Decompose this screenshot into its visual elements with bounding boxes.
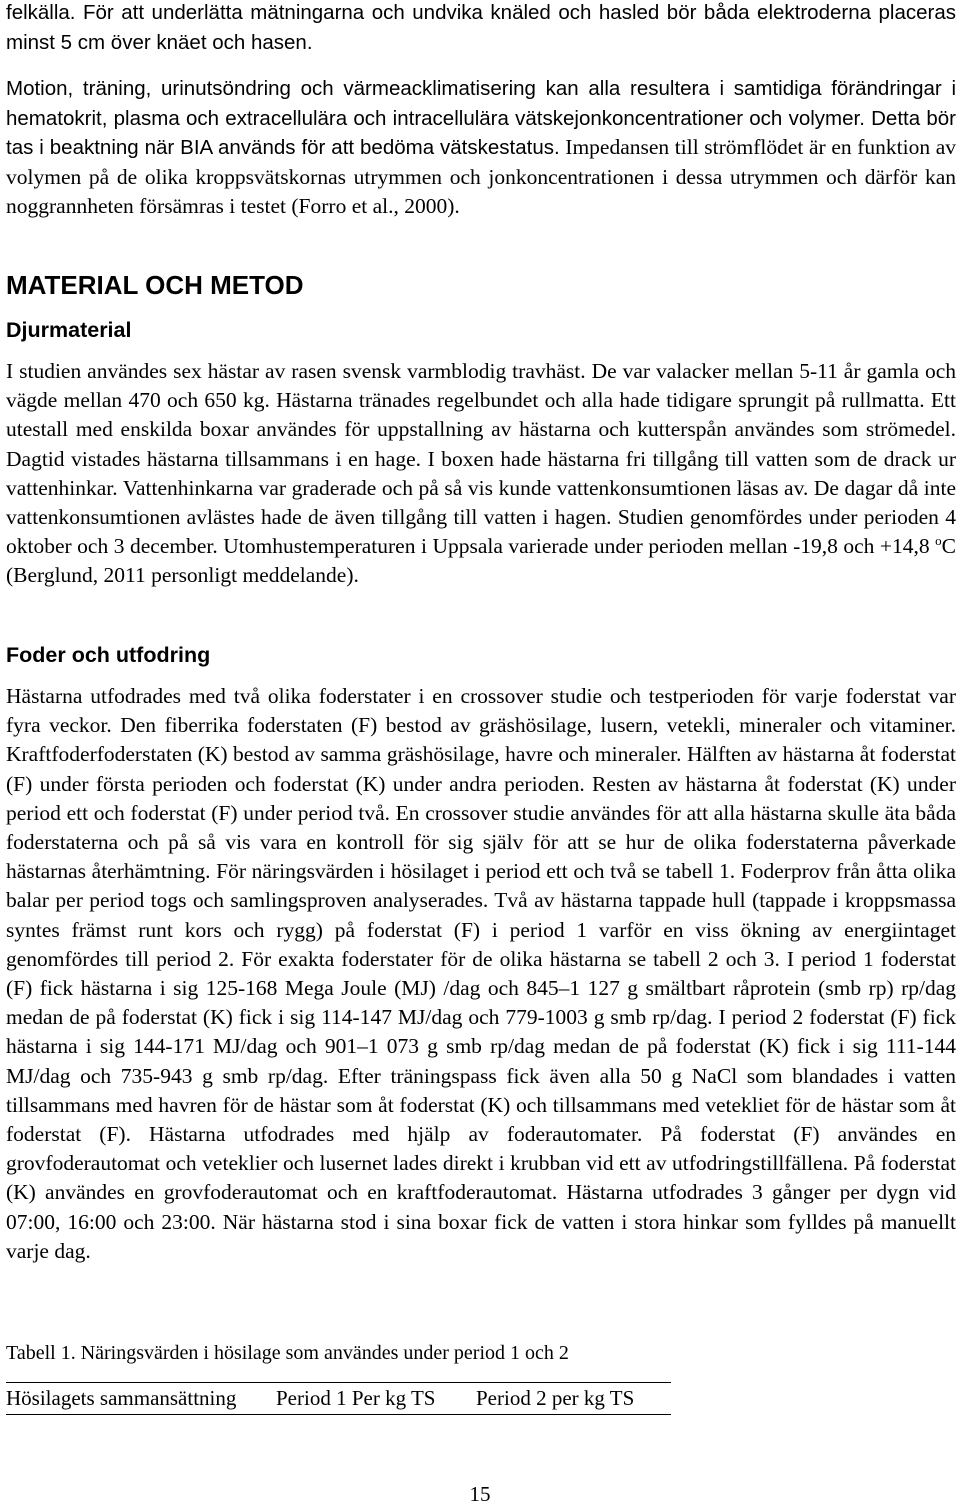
table-header-cell: Hösilagets sammansättning [6, 1383, 276, 1415]
table-header-cell: Period 1 Per kg TS [276, 1383, 476, 1415]
djurmaterial-text: I studien användes sex hästar av rasen svensk varmblodig travhäst. De var valacker mellan 5-11 år gamla och vägde mellan 470 och 650 kg. Hästarna tränades regelbundet och alla hade tidigare sprungit på rullmatta. Ett utestall med enskilda boxar användes för uppstallning av hästarna och kutterspån användes som strömedel. Dagtid vistades hästarna tillsammans i en hage. I boxen hade hästarna fri tillgång till vatten som de drack ur vattenhinkar. Vattenhinkarna var graderade och på så vis kunde vattenkonsumtionen läsas av. De dagar då inte vattenkonsumtionen avlästes hade de även tillgång till vatten i hagen. Studien genomfördes under perioden 4 oktober och 3 december. Utomhustemperaturen i Uppsala varierade under perioden mellan -19,8 och +14,8 [6, 359, 956, 559]
intro-paragraph-2-sans: Motion, träning, urinutsöndring och värmeacklimatisering kan alla resultera i samtidiga förändringar i hematokrit, plasma och extracellulära och intracellulära vätskejonkoncentrationer och volymer. Detta bör tas i beaktning när BIA används för att bedöma vätskestatus. [6, 77, 956, 159]
foder-paragraph: Hästarna utfodrades med två olika foderstater i en crossover studie och testperioden för varje foderstat var fyra veckor. Den fiberrika foderstaten (F) bestod av gräshösilage, lusern, vetekli, mineraler och vitaminer. Kraftfoderfoderstaten (K) bestod av samma gräshösilage, havre och mineraler. Hälften av hästarna åt foderstat (F) under första perioden och foderstat (K) under andra perioden. Resten av hästarna åt foderstat (K) under period ett och foderstat (F) under period två. En crossover studie användes för att alla hästarna skulle äta båda foderstaterna och på så vis vara en kontroll för sig själv för att se hur de olika foderstaterna påverkade hästarnas återhämtning. För näringsvärden i hösilaget i period ett och två se tabell 1. Foderprov från åtta olika balar per period togs och samlingsproven analyserades. Två av hästarna tappade hull (tappade i kroppsmassa syntes främst runt kors och rygg) på foderstat (F) i period 1 varför en viss ökning av energiintaget genomfördes till period 2. För exakta foderstater för de olika hästarna se tabell 2 och 3. I period 1 foderstat (F) fick hästarna i sig 125-168 Mega Joule (MJ) /dag och 845–1 127 g smältbart råprotein (smb rp) rp/dag medan de på foderstat (K) fick i sig 114-147 MJ/dag och 779-1003 g smb rp/dag. I period 2 foderstat (F) fick hästarna i sig 144-171 MJ/dag och 901–1 073 g smb rp/dag medan de på foderstat (K) fick i sig 111-144 MJ/dag och 735-943 g smb rp/dag. Efter träningspass fick även alla 50 g NaCl som blandades i vatten tillsammans med havren för de hästar som åt foderstat (K) och tillsammans med vetekliet för de hästar som åt foderstat (F). Hästarna utfodrades med hjälp av foderautomater. På foderstat (F) användes en grovfoderautomat och veteklier och lusernet lades direkt i krubban vid ett av utfodringstillfällena. På foderstat (K) användes en grovfoderautomat och en kraftfoderautomat. Hästarna utfodrades 3 gånger per dygn vid 07:00, 16:00 och 23:00. När hästarna stod i sina boxar fick de vatten i stora hinkar som fylldes på manuellt varje dag. [6, 684, 956, 1263]
degree-superscript: o [935, 533, 942, 549]
intro-paragraph-2 [6, 74, 956, 222]
djurmaterial-paragraph [6, 357, 956, 591]
nutrition-table [6, 1382, 671, 1415]
djurmaterial-heading: Djurmaterial [6, 318, 132, 342]
section-title: MATERIAL OCH METOD [6, 270, 304, 300]
page-number: 15 [469, 1482, 491, 1506]
djurmaterial-text-end: C (Berglund, 2011 personligt meddelande). [6, 534, 956, 588]
table-caption: Tabell 1. Näringsvärden i hösilage som användes under period 1 och 2 [6, 1342, 569, 1364]
foder-heading: Foder och utfodring [6, 643, 211, 667]
intro-paragraph-1: felkälla. För att underlätta mätningarna och undvika knäled och hasled bör båda elektroderna placeras minst 5 cm över knäet och hasen. [6, 1, 956, 54]
table-header-cell: Period 2 per kg TS [476, 1383, 671, 1415]
table-header-row [6, 1383, 671, 1415]
intro-paragraph-2-serif: Impedansen till strömflödet är en funktion av volymen på de olika kroppsvätskornas utrymmen och jonkoncentrationen i dessa utrymmen och därför kan noggrannheten försämras i testet (Forro et al., 2000). [6, 135, 956, 218]
